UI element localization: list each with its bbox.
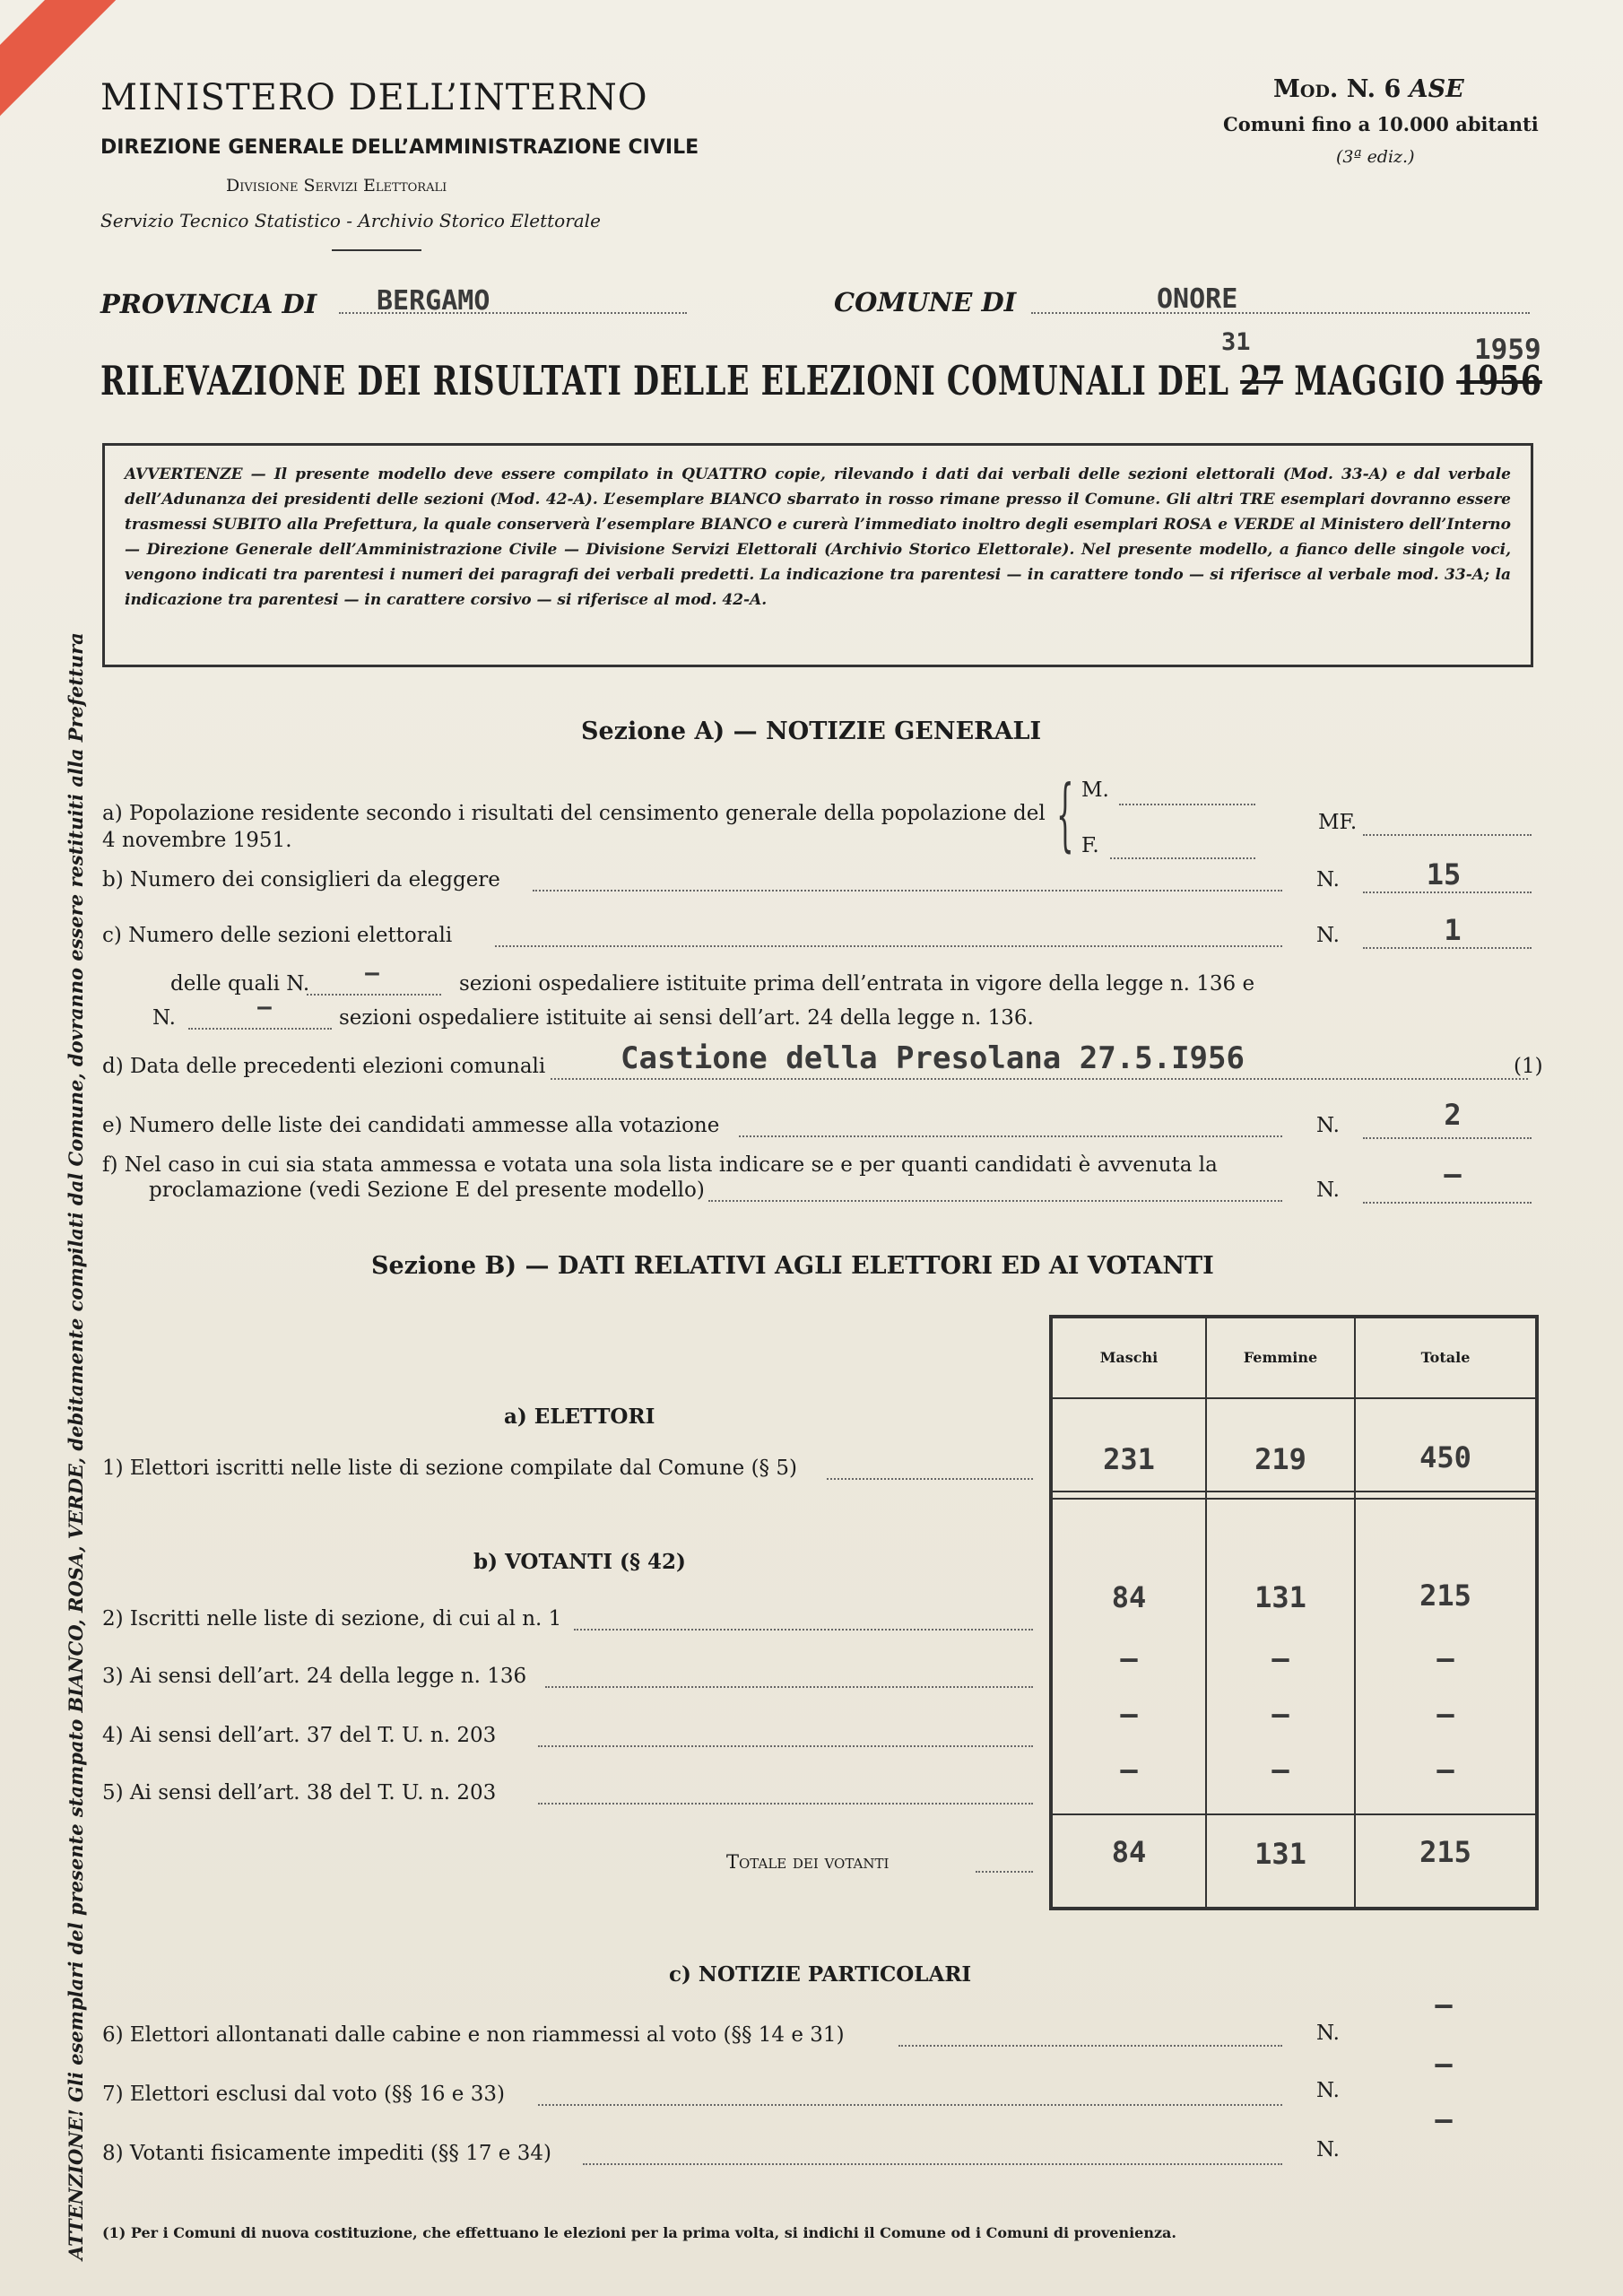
total-voters-male: 84 [1111, 1835, 1147, 1869]
col-femmine-header: Femmine [1243, 1349, 1318, 1366]
main-title: RILEVAZIONE DEI RISULTATI DELLE ELEZIONI COMUNALI DEL 27 MAGGIO 1956 [100, 357, 1542, 404]
hospital-sections-line-2 [188, 1028, 332, 1030]
previous-elections-line [551, 1078, 1528, 1080]
table-col-divider-2 [1354, 1318, 1356, 1907]
footnote: (1) Per i Comuni di nuova costituzione, che effettuano le elezioni per la prima volta, si indichi il Comune od i Comuni di provenienza. [102, 2224, 1176, 2241]
commune-value: ONORE [1157, 283, 1238, 315]
sections-n-label: N. [1316, 924, 1340, 947]
particular-row-6-value: — [1435, 1987, 1453, 2022]
lists-dots [739, 1135, 1282, 1137]
hospital-sections-text-2: sezioni ospedaliere istituite ai sensi dell’art. 24 della legge n. 136. [339, 1006, 1034, 1030]
single-list-label-2: proclamazione (vedi Sezione E del presente modello) [149, 1178, 705, 1202]
voters-row-3-dots [545, 1686, 1033, 1688]
total-voters-dots [976, 1871, 1033, 1873]
total-voters-total: 215 [1419, 1835, 1471, 1869]
voters-row-5-label: 5) Ai sensi dell’art. 38 del T. U. n. 203 [102, 1781, 497, 1805]
single-list-n-label: N. [1316, 1178, 1340, 1202]
population-m-line [1119, 804, 1255, 805]
councillors-value: 15 [1426, 857, 1462, 891]
footnote-ref: (1) [1514, 1055, 1543, 1078]
particular-row-6-label: 6) Elettori allontanati dalle cabine e non riammessi al voto (§§ 14 e 31) [102, 2023, 845, 2047]
section-b-title: Sezione B) — DATI RELATIVI AGLI ELETTORI ED AI VOTANTI [371, 1252, 1214, 1280]
hospital-sections-label-2: N. [152, 1006, 176, 1030]
total-voters-label: Totale dei votanti [726, 1851, 890, 1873]
sections-label: c) Numero delle sezioni elettorali [102, 924, 453, 947]
voters-art24-total: — [1436, 1641, 1454, 1675]
electors-row-dots [827, 1478, 1033, 1480]
warning-box: AVVERTENZE — Il presente modello deve essere compilato in QUATTRO copie, rilevando i dati dai verbali delle sezioni elettorali (Mod. 33-A) e dal verbale dell’Adunanza dei presidenti delle sezioni (Mod. 42-A). L’esemplare BIANCO sbarrato in rosso rimane presso il Comune. Gli altri TRE esemplari dovranno essere trasmessi SUBITO alla Prefettura, la quale conserverà l’esemplare BIANCO e curerà l’immediato inoltro degli esemplari ROSA e VERDE al Ministero dell’Interno — Direzione Generale dell’Amministrazione Civile — Divisione Servizi Elettorali (Archivio Storico Elettorale). Nel presente modello, a fianco delle singole voci, vengono indicati tra parentesi i numeri dei paragrafi dei verbali predetti. La indicazione tra parentesi — in carattere tondo — si riferisce al verbale mod. 33-A; la indicazione tra parentesi — in carattere corsivo — si riferisce al mod. 42-A. [102, 443, 1533, 667]
particular-row-8-label: 8) Votanti fisicamente impediti (§§ 17 e 34) [102, 2142, 551, 2165]
voters-art38-total: — [1436, 1752, 1454, 1787]
hospital-sections-text-1: sezioni ospedaliere istituite prima dell’entrata in vigore della legge n. 136 e [459, 972, 1255, 996]
particular-row-7-value: — [1435, 2047, 1453, 2081]
single-list-value: — [1444, 1157, 1462, 1191]
division-title: Divisione Servizi Elettorali [226, 176, 447, 196]
voters-art37-total: — [1436, 1697, 1454, 1731]
electors-row-label: 1) Elettori iscritti nelle liste di sezione compilate dal Comune (§ 5) [102, 1457, 797, 1480]
voters-table [1049, 1315, 1539, 1910]
single-list-line [1363, 1202, 1532, 1204]
hospital-sections-label-1: delle quali N. [170, 972, 310, 996]
section-a-title: Sezione A) — NOTIZIE GENERALI [581, 718, 1042, 745]
voters-art38-male: — [1120, 1752, 1138, 1787]
councillors-label: b) Numero dei consiglieri da eleggere [102, 868, 500, 891]
lists-label: e) Numero delle liste dei candidati ammesse alla votazione [102, 1114, 720, 1137]
header-divider [332, 249, 421, 251]
communes-limit: Comuni fino a 10.000 abitanti [1223, 113, 1539, 135]
edition-note: (3ª ediz.) [1336, 147, 1415, 167]
particular-row-6-n: N. [1316, 2022, 1340, 2045]
service-title: Servizio Tecnico Statistico - Archivio Storico Elettorale [100, 210, 601, 231]
hospital-sections-line-1 [307, 994, 441, 996]
voters-row-2-dots [574, 1629, 1033, 1631]
ministry-title: MINISTERO DELL’INTERNO [100, 77, 648, 118]
province-label: PROVINCIA DI [100, 289, 317, 319]
sections-line [1363, 947, 1532, 949]
voters-subtitle: b) VOTANTI (§ 42) [473, 1550, 686, 1574]
electors-subtitle: a) ELETTORI [504, 1405, 655, 1429]
population-mf-line [1363, 834, 1532, 836]
voters-registered-male: 84 [1111, 1580, 1147, 1614]
voters-art24-male: — [1120, 1641, 1138, 1675]
particular-row-7-label: 7) Elettori esclusi dal voto (§§ 16 e 33) [102, 2083, 505, 2106]
population-brace: { [1056, 768, 1074, 860]
population-f-label: F. [1081, 834, 1099, 857]
table-header-rule [1053, 1397, 1535, 1399]
electors-male: 231 [1103, 1442, 1155, 1476]
population-label: a) Popolazione residente secondo i risultati del censimento generale della popolazione del 4 novembre 1951. [102, 802, 1046, 852]
previous-elections-value: Castione della Presolana 27.5.I956 [621, 1040, 1245, 1076]
voters-art37-male: — [1120, 1697, 1138, 1731]
table-electors-rule-1 [1053, 1491, 1535, 1492]
table-electors-rule-2 [1053, 1498, 1535, 1500]
lists-value: 2 [1444, 1098, 1462, 1132]
voters-registered-female: 131 [1254, 1580, 1306, 1614]
voters-row-5-dots [538, 1803, 1033, 1805]
hospital-sections-value-1: — [365, 960, 379, 987]
voters-row-3-label: 3) Ai sensi dell’art. 24 della legge n. 136 [102, 1665, 527, 1688]
population-f-line [1110, 857, 1255, 859]
voters-registered-total: 215 [1419, 1578, 1471, 1613]
councillors-n-label: N. [1316, 868, 1340, 891]
sections-value: 1 [1444, 913, 1462, 947]
voters-row-4-label: 4) Ai sensi dell’art. 37 del T. U. n. 203 [102, 1724, 497, 1747]
handwritten-year: 1959 [1474, 334, 1541, 366]
particular-row-6-dots [898, 2045, 1282, 2047]
previous-elections-label: d) Data delle precedenti elezioni comunali [102, 1055, 546, 1078]
lists-n-label: N. [1316, 1114, 1340, 1137]
electors-female: 219 [1254, 1442, 1306, 1476]
section-c-title: c) NOTIZIE PARTICOLARI [669, 1962, 972, 1987]
councillors-dots [533, 890, 1282, 891]
particular-row-8-value: — [1435, 2102, 1453, 2136]
side-warning-text: ATTENZIONE! Gli esemplari del presente stampato BIANCO, ROSA, VERDE, debitamente compilati dal Comune, dovranno essere restituiti alla Prefettura [65, 632, 87, 2260]
model-number: Mod. N. 6 ASE [1273, 75, 1464, 103]
particular-row-8-dots [583, 2163, 1282, 2165]
particular-row-7-dots [538, 2104, 1282, 2106]
electors-total: 450 [1419, 1440, 1471, 1474]
directorate-title: DIREZIONE GENERALE DELL’AMMINISTRAZIONE CIVILE [100, 136, 699, 159]
single-list-dots [708, 1200, 1282, 1202]
voters-row-4-dots [538, 1745, 1033, 1747]
single-list-label-1: f) Nel caso in cui sia stata ammessa e votata una sola lista indicare se e per quanti candidati è avvenuta la [102, 1153, 1218, 1177]
voters-art24-female: — [1271, 1641, 1289, 1675]
col-maschi-header: Maschi [1099, 1349, 1159, 1366]
commune-label: COMUNE DI [834, 287, 1017, 317]
population-mf-label: MF. [1318, 811, 1358, 834]
province-value: BERGAMO [377, 285, 490, 317]
hospital-sections-value-2: — [257, 994, 272, 1021]
voters-row-2-label: 2) Iscritti nelle liste di sezione, di cui al n. 1 [102, 1607, 562, 1631]
total-voters-female: 131 [1254, 1837, 1306, 1871]
particular-row-7-n: N. [1316, 2079, 1340, 2102]
particular-row-8-n: N. [1316, 2138, 1340, 2161]
sections-dots [495, 945, 1282, 947]
table-total-rule [1053, 1813, 1535, 1815]
councillors-line [1363, 891, 1532, 893]
voters-art37-female: — [1271, 1697, 1289, 1731]
col-totale-header: Totale [1420, 1349, 1471, 1366]
voters-art38-female: — [1271, 1752, 1289, 1787]
population-m-label: M. [1081, 778, 1109, 802]
handwritten-day: 31 [1221, 328, 1251, 356]
lists-line [1363, 1137, 1532, 1139]
